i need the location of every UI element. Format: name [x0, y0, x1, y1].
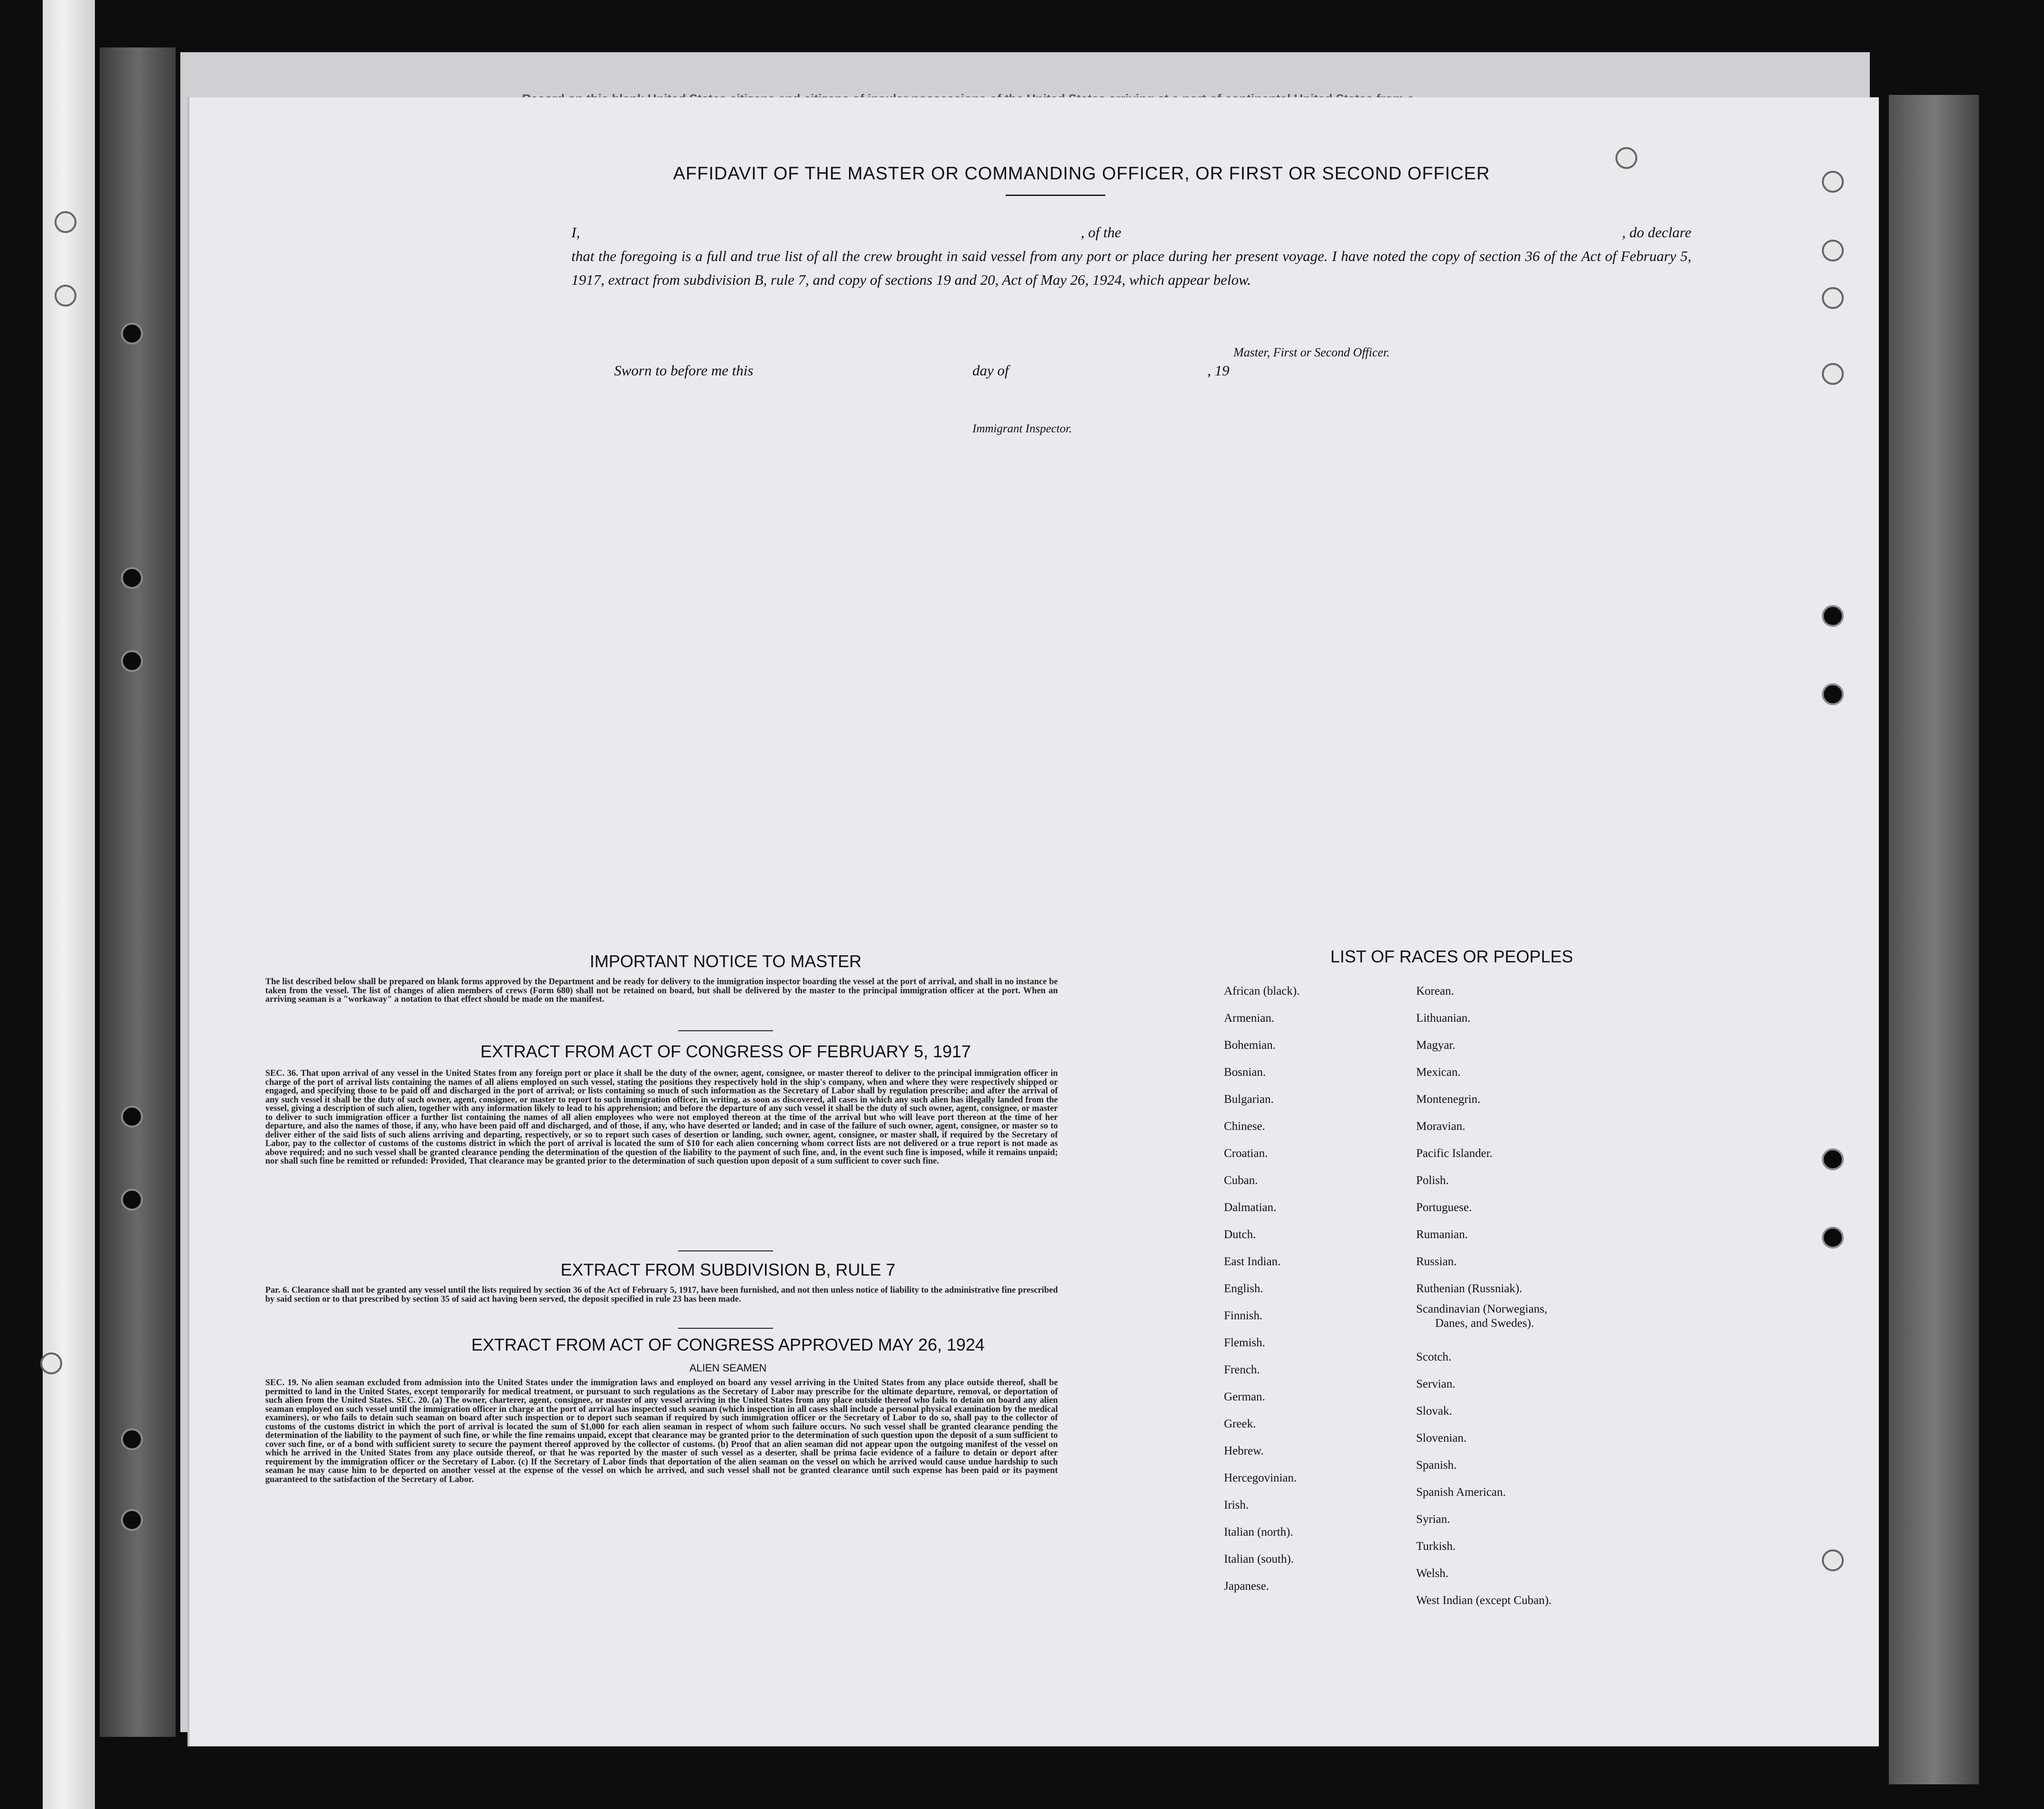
- binder-hole: [121, 1428, 143, 1450]
- extract2-title: EXTRACT FROM SUBDIVISION B, RULE 7: [560, 1260, 896, 1279]
- race-item: Bosnian.: [1224, 1066, 1266, 1079]
- master-signature-label: Master, First or Second Officer.: [1233, 345, 1390, 359]
- binder-hole: [121, 650, 143, 672]
- race-item: Servian.: [1416, 1378, 1456, 1390]
- extract2-text: Par. 6. Clearance shall not be granted any vessel until the lists required by section 36 of the Act of February 5, 1917, have been furnished, and not then unless notice of liability to the administrative fine prescribed by said section or to that prescribed by section 35 of said act having been served, the deposit specified in rule 23 has been made.: [265, 1286, 1058, 1304]
- extract1-text: SEC. 36. That upon arrival of any vessel in the United States from any foreign port or place it shall be the duty of the owner, agent, consignee, or master thereof to deliver to the principal immigration officer in charge of the port of arrival lists containing the names of all aliens employed on such vessel, stating the positions they respectively hold in the ship's company, when and where they were respectively shipped or engaged, and specifying those to be paid off and discharged in the port of arrival; or lists containing so much of such information as the Secretary of Labor shall by regulation prescribe; and after the arrival of any such vessel it shall be the duty of such owner, agent, consignee, or master to report to such immigration officer, in writing, as soon as discovered, all cases in which any such alien has illegally landed from the vessel, giving a description of such alien, together with any information likely to lead to his apprehension; and before the departure of any such vessel it shall be the duty of such owner, agent, consignee, or master to deliver to such immigration officer a further list containing the names of all alien employees who were not employed thereon at the time of the arrival but who will leave port thereon at the time of her departure, and also the names of those, if any, who have been paid off and discharged, and of those, if any, who have deserted or landed; and in case of the failure of such owner, agent, consignee, or master so to deliver either of the said lists of such aliens arriving and departing, respectively, or so to report such cases of desertion or landing, such owner, agent, consignee, or master shall, if required by the Secretary of Labor, pay to the collector of customs of the customs district in which the port of arrival is located the sum of $10 for each alien concerning whom correct lists are not delivered or a true report is not made as above required; and no such vessel shall be granted clearance pending the determination of the question of the liability to the payment of such fine, and, in the event such fine is imposed, while it remains unpaid; nor shall such fine be remitted or refunded: Provided, That clearance may be granted prior to the determination of such question upon deposit of a sum sufficient to cover such fine.: [265, 1069, 1058, 1166]
- race-item: Turkish.: [1416, 1540, 1456, 1553]
- punch-hole: [1822, 683, 1844, 705]
- year-label: , 19: [1207, 362, 1230, 379]
- race-item: Chinese.: [1224, 1120, 1265, 1133]
- race-item: Finnish.: [1224, 1309, 1263, 1322]
- race-item: Korean.: [1416, 985, 1454, 998]
- divider: [678, 1250, 773, 1251]
- race-item: Cuban.: [1224, 1174, 1258, 1187]
- race-item: Slovenian.: [1416, 1432, 1467, 1445]
- punch-hole: [1822, 171, 1844, 193]
- binder-hole: [121, 1509, 143, 1531]
- race-item: Dalmatian.: [1224, 1201, 1277, 1214]
- races-right-column: [1416, 978, 1551, 1614]
- race-item: Moravian.: [1416, 1120, 1465, 1133]
- race-item: Japanese.: [1224, 1580, 1269, 1593]
- affidavit-text: that the foregoing is a full and true list of all the crew brought in said vessel from any port or place during her present voyage. I have noted the copy of section 36 of the Act of February 5, 1917, extract from subdivision B, rule 7, and copy of sections 19 and 20, Act of May 26, 1924, which appear below.: [571, 248, 1691, 288]
- race-item: Bulgarian.: [1224, 1093, 1274, 1106]
- sworn-label: Sworn to before me this: [614, 362, 754, 379]
- affidavit-title: AFFIDAVIT OF THE MASTER OR COMMANDING OFFICER, OR FIRST OR SECOND OFFICER: [673, 164, 1490, 184]
- race-item: English.: [1224, 1282, 1263, 1295]
- race-item: Mexican.: [1416, 1066, 1461, 1079]
- race-item: Armenian.: [1224, 1012, 1275, 1025]
- extract3-title: EXTRACT FROM ACT OF CONGRESS APPROVED MAY 26, 1924: [471, 1335, 985, 1354]
- binder-hole: [121, 323, 143, 345]
- affidavit-first-line: [571, 221, 1691, 244]
- binder-right-strip: [1889, 95, 1979, 1784]
- race-item: Syrian.: [1416, 1513, 1450, 1526]
- punch-hole: [1822, 1549, 1844, 1571]
- extract1-title: EXTRACT FROM ACT OF CONGRESS OF FEBRUARY 5, 1917: [480, 1042, 971, 1061]
- punch-hole: [1822, 240, 1844, 261]
- race-item: German.: [1224, 1390, 1265, 1403]
- race-item: Lithuanian.: [1416, 1012, 1471, 1025]
- notice-title: IMPORTANT NOTICE TO MASTER: [589, 951, 862, 971]
- race-item: Rumanian.: [1416, 1228, 1468, 1241]
- affidavit-i-label: I,: [571, 224, 580, 241]
- race-item: East Indian.: [1224, 1255, 1281, 1268]
- binder-hole: [121, 1106, 143, 1128]
- race-item: West Indian (except Cuban).: [1416, 1594, 1552, 1607]
- race-item: Hercegovinian.: [1224, 1472, 1297, 1484]
- race-item: French.: [1224, 1363, 1260, 1376]
- race-item: Dutch.: [1224, 1228, 1256, 1241]
- race-item: Croatian.: [1224, 1147, 1268, 1160]
- race-item: Irish.: [1224, 1499, 1249, 1511]
- race-item: Pacific Islander.: [1416, 1147, 1493, 1160]
- race-item: Montenegrin.: [1416, 1093, 1481, 1106]
- punch-hole: [1822, 605, 1844, 627]
- race-item: Spanish American.: [1416, 1486, 1506, 1499]
- affidavit-of-the-label: , of the: [1081, 224, 1121, 241]
- punch-hole: [1615, 147, 1637, 169]
- race-item: Danes, and Swedes).: [1435, 1317, 1534, 1330]
- affidavit-body: [571, 221, 1691, 292]
- punch-hole: [1822, 287, 1844, 309]
- races-left-column: [1224, 978, 1300, 1600]
- notice-text: The list described below shall be prepared on blank forms approved by the Department and be ready for delivery to the immigration inspector boarding the vessel at the port of arrival, and shall in no instance be taken from the vessel. The list of changes of alien members of crews (Form 680) shall not be retained on board, but shall be delivered by the master to the principal immigration officer at the port. When an arriving seaman is a "workaway" a notation to that effect should be made on the manifest.: [265, 977, 1058, 1004]
- binder-hole: [40, 1352, 62, 1374]
- binder-hole: [55, 285, 76, 307]
- race-item: Ruthenian (Russniak).: [1416, 1282, 1522, 1295]
- extract3-subtitle: ALIEN SEAMEN: [689, 1362, 767, 1374]
- divider: [678, 1328, 773, 1329]
- binder-hole: [121, 1189, 143, 1211]
- race-item: Hebrew.: [1224, 1445, 1264, 1457]
- divider: [678, 1030, 773, 1031]
- race-item: Italian (north).: [1224, 1526, 1293, 1539]
- binder-strip: [100, 47, 176, 1737]
- races-title: LIST OF RACES OR PEOPLES: [1330, 947, 1573, 966]
- punch-hole: [1822, 363, 1844, 385]
- affidavit-declare-label: , do declare: [1622, 224, 1691, 241]
- manifest-page: [187, 97, 1879, 1746]
- divider: [1006, 195, 1105, 196]
- race-item: Greek.: [1224, 1417, 1256, 1430]
- race-item: Slovak.: [1416, 1405, 1452, 1417]
- extract3-text: SEC. 19. No alien seaman excluded from admission into the United States under the immigration laws and employed on board any vessel arriving in the United States from any place outside thereof, shall be permitted to land in the United States, except temporarily for medical treatment, or pursuant to such regulations as the Secretary of Labor may prescribe for the ultimate departure, removal, or deportation of such alien from the United States. SEC. 20. (a) The owner, charterer, agent, consignee, or master of any vessel arriving in the United States from any place outside thereof who fails to detain on board any alien seaman employed on such vessel until the immigration officer in charge at the port of arrival has inspected such seaman (which inspection in all cases shall include a personal physical examination by the medical examiners), or who fails to detain such seaman on board after such inspection or to deport such seaman if required by such immigration officer or the Secretary of Labor to do so, shall pay to the collector of customs of the customs district in which the port of arrival is located the sum of $1,000 for each alien seaman in respect of whom such failure occurs. No such vessel shall be granted clearance pending the determination of the liability to the payment of such fine, or while the fine remains unpaid, except that clearance may be granted prior to the determination of such question upon the deposit of a sum sufficient to cover such fine, or of a bond with sufficient surety to secure the payment thereof approved by the collector of customs. (b) Proof that an alien seaman did not appear upon the outgoing manifest of the vessel on which he arrived in the United States from any place outside thereof, or that he was reported by the master of such vessel as a deserter, shall be prima facie evidence of a failure to detain or deport after requirement by the immigration officer or the Secretary of Labor. (c) If the Secretary of Labor finds that deportation of the alien seaman on the vessel on which he arrived would cause undue hardship to such seaman he may cause him to be deported on another vessel at the expense of the vessel on which he arrived, and such vessel shall not be granted clearance until such expense has been paid or its payment guaranteed to the satisfaction of the Secretary of Labor.: [265, 1378, 1058, 1484]
- race-item: Flemish.: [1224, 1336, 1265, 1349]
- binder-left-edge: [43, 0, 95, 1809]
- day-of-label: day of: [972, 362, 1009, 379]
- punch-hole: [1822, 1148, 1844, 1170]
- race-item: African (black).: [1224, 985, 1300, 998]
- binder-hole: [121, 567, 143, 589]
- race-item: Italian (south).: [1224, 1553, 1294, 1566]
- race-item: Bohemian.: [1224, 1039, 1276, 1052]
- inspector-signature-label: Immigrant Inspector.: [972, 422, 1072, 435]
- race-item: Portuguese.: [1416, 1201, 1472, 1214]
- race-item: Scotch.: [1416, 1351, 1452, 1363]
- race-item: Polish.: [1416, 1174, 1449, 1187]
- race-item: Magyar.: [1416, 1039, 1456, 1052]
- race-item: Scandinavian (Norwegians,: [1416, 1303, 1548, 1315]
- race-item: Spanish.: [1416, 1459, 1457, 1472]
- race-item: Welsh.: [1416, 1567, 1449, 1580]
- race-item: Russian.: [1416, 1255, 1457, 1268]
- punch-hole: [1822, 1227, 1844, 1249]
- binder-hole: [55, 211, 76, 233]
